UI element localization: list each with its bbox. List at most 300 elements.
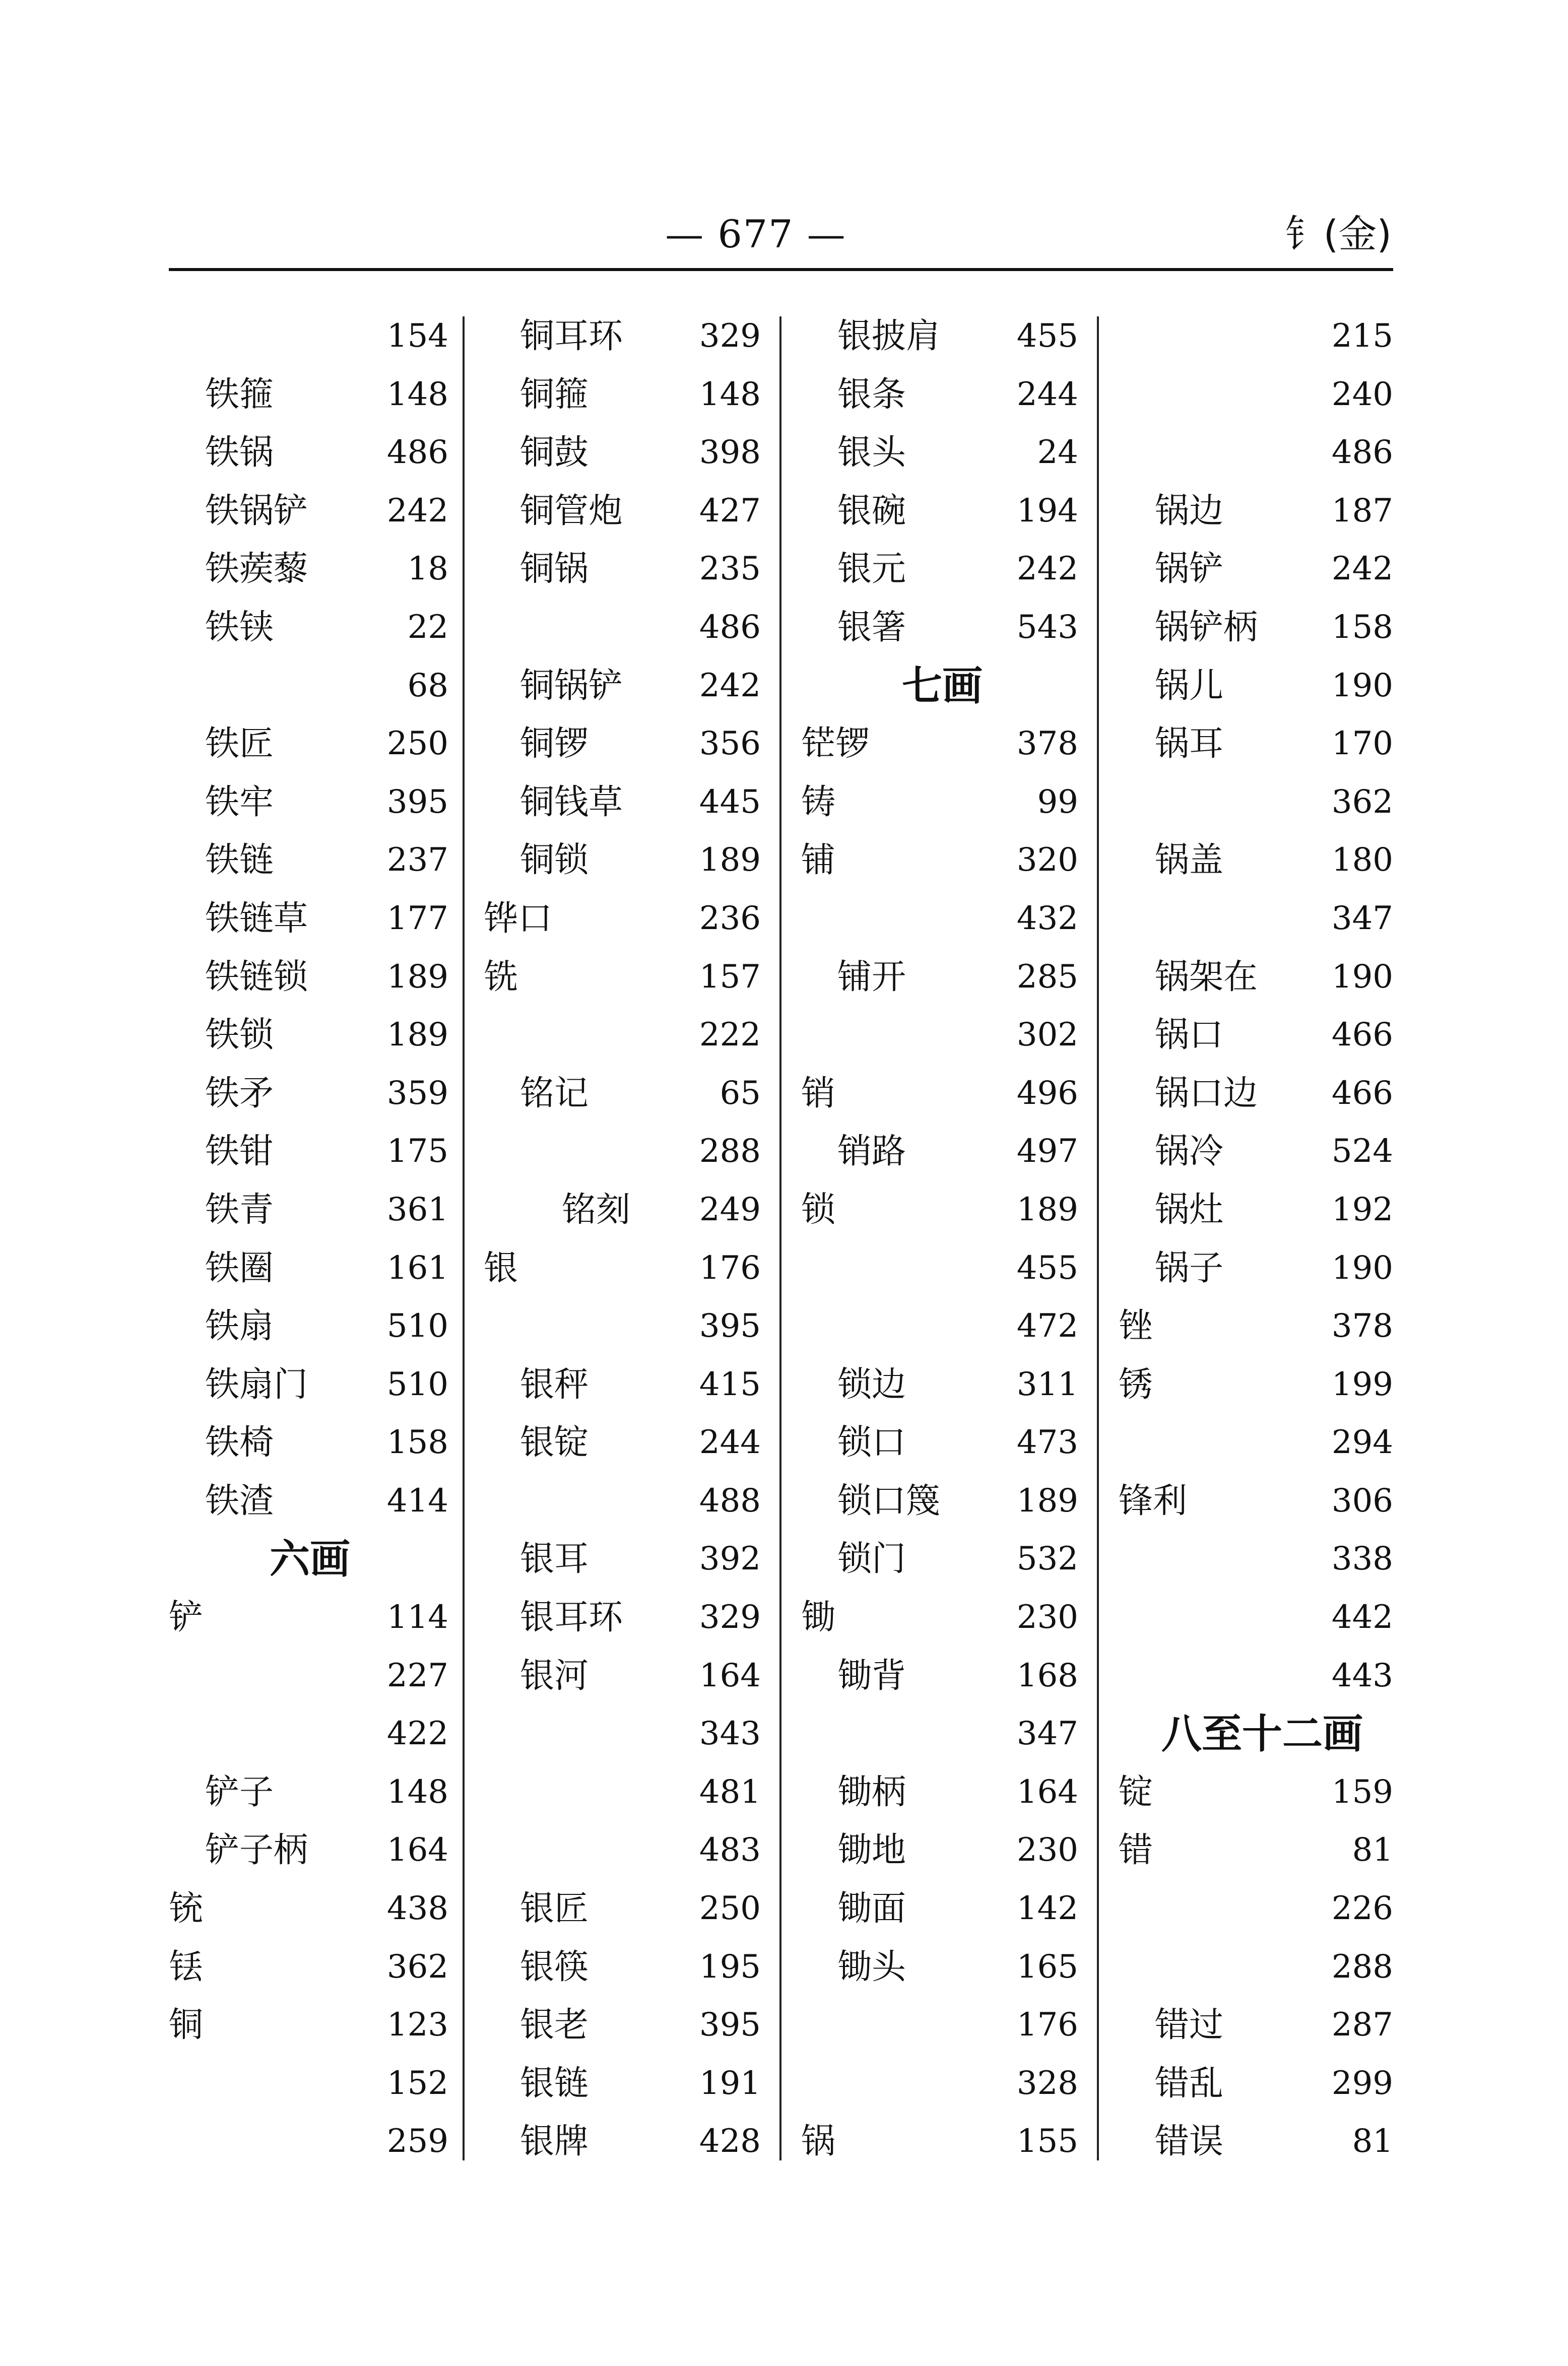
page-reference: 157 [699, 958, 761, 996]
index-row [484, 599, 761, 657]
page-reference: 190 [1331, 667, 1393, 704]
index-row [484, 1705, 761, 1763]
page-reference: 187 [1331, 492, 1393, 530]
index-row [1119, 424, 1393, 482]
index-row [1119, 1065, 1393, 1123]
index-row [1119, 2113, 1393, 2171]
index-term: 锅儿 [1155, 666, 1224, 706]
index-row [169, 657, 448, 715]
page-reference: 161 [386, 1249, 448, 1287]
page-reference: 230 [1016, 1599, 1078, 1636]
index-term: 错乱 [1155, 2063, 1224, 2104]
index-term: 铜钱草 [520, 782, 623, 822]
index-term: 银耳环 [520, 1598, 623, 1638]
page-reference: 414 [386, 1482, 448, 1520]
page-reference: 99 [1037, 783, 1078, 821]
index-row [169, 1821, 448, 1880]
col-rows [1119, 307, 1393, 2171]
index-term: 银匠 [520, 1889, 589, 1929]
page-reference: 488 [699, 1482, 761, 1520]
page-reference: 158 [386, 1424, 448, 1462]
index-term: 锅盖 [1155, 840, 1224, 881]
index-term: 锄柄 [837, 1772, 906, 1812]
index-term: 锅 [801, 2122, 836, 2162]
index-row [169, 1414, 448, 1472]
page-reference: 432 [1016, 899, 1078, 937]
index-term: 铜锣 [520, 724, 589, 764]
index-row [1119, 1763, 1393, 1822]
page-reference: 65 [720, 1074, 761, 1112]
index-term: 铓锣 [801, 724, 870, 764]
index-row [169, 1589, 448, 1647]
index-term: 锁 [801, 1190, 836, 1230]
section-heading-row [1119, 1705, 1393, 1763]
page-reference: 199 [1331, 1365, 1393, 1403]
index-term: 银披肩 [837, 316, 941, 356]
page-reference: 455 [1016, 317, 1078, 355]
col-rows [801, 307, 1078, 2171]
index-row [484, 424, 761, 482]
page-reference: 428 [699, 2123, 761, 2160]
page-reference: 338 [1331, 1540, 1393, 1578]
index-row [484, 1006, 761, 1065]
index-term: 锁口 [837, 1423, 906, 1463]
index-row [1119, 307, 1393, 366]
index-term: 锅架在 [1155, 957, 1258, 997]
index-row [1119, 1880, 1393, 1938]
page-reference: 362 [1331, 783, 1393, 821]
col-rows [169, 307, 448, 2171]
page-reference: 445 [699, 783, 761, 821]
index-row [169, 599, 448, 657]
page-reference: 240 [1331, 375, 1393, 413]
index-row [801, 1414, 1078, 1472]
page-reference: 190 [1331, 958, 1393, 996]
page-reference: 378 [1016, 725, 1078, 763]
index-row [801, 2113, 1078, 2171]
index-row [484, 1239, 761, 1298]
index-row [801, 1647, 1078, 1705]
index-term: 铺 [801, 840, 836, 881]
index-term: 铁圈 [205, 1248, 274, 1288]
index-term: 锅子 [1155, 1248, 1224, 1288]
column-divider [779, 316, 781, 2160]
index-row [1119, 540, 1393, 599]
index-row [169, 482, 448, 541]
page-reference: 287 [1331, 2006, 1393, 2044]
index-row [1119, 1123, 1393, 1181]
index-row [1119, 366, 1393, 424]
index-term: 锁边 [837, 1364, 906, 1405]
page-reference: 189 [1016, 1191, 1078, 1228]
index-row [1119, 2055, 1393, 2113]
page-reference: 237 [386, 841, 448, 879]
index-row [1119, 1414, 1393, 1472]
header-rule [169, 268, 1393, 271]
page-reference: 81 [1352, 2123, 1393, 2160]
index-row [484, 1589, 761, 1647]
index-term: 锈 [1119, 1364, 1153, 1405]
index-term: 铁箍 [205, 374, 274, 415]
index-row [484, 2055, 761, 2113]
page-reference: 486 [699, 608, 761, 646]
index-row [801, 1996, 1078, 2055]
index-term: 铜鼓 [520, 433, 589, 473]
index-row [484, 890, 761, 948]
index-row [801, 599, 1078, 657]
page-reference: 329 [699, 317, 761, 355]
index-term: 铁矛 [205, 1073, 274, 1113]
page-reference: 159 [1331, 1773, 1393, 1811]
index-row [169, 773, 448, 832]
index-term: 铲 [169, 1598, 204, 1638]
index-row [484, 1356, 761, 1414]
index-term: 铁牢 [205, 782, 274, 822]
index-row [801, 1880, 1078, 1938]
index-term: 错 [1119, 1830, 1153, 1871]
page-reference: 189 [386, 1016, 448, 1054]
index-row [169, 1356, 448, 1414]
index-term: 银条 [837, 374, 906, 415]
index-term: 铁锅铲 [205, 491, 308, 531]
index-term: 银元 [837, 549, 906, 589]
index-term: 铧口 [484, 898, 553, 939]
index-row [1119, 715, 1393, 773]
index-row [169, 1297, 448, 1356]
index-term: 锉 [1119, 1306, 1153, 1347]
page-reference: 191 [699, 2064, 761, 2102]
index-row [1119, 831, 1393, 890]
page-reference: 361 [386, 1191, 448, 1228]
col-rows [484, 307, 761, 2171]
index-term: 锅冷 [1155, 1132, 1224, 1172]
page-reference: 285 [1016, 958, 1078, 996]
page-reference: 497 [1016, 1133, 1078, 1170]
page-reference: 347 [1331, 899, 1393, 937]
page-reference: 320 [1016, 841, 1078, 879]
index-row [484, 2113, 761, 2171]
index-row [1119, 1297, 1393, 1356]
index-row [801, 424, 1078, 482]
page-reference: 148 [699, 375, 761, 413]
page-reference: 215 [1331, 317, 1393, 355]
index-term: 铁蒺藜 [205, 549, 308, 589]
index-row [169, 1181, 448, 1239]
index-term: 铁铗 [205, 607, 274, 647]
index-term: 错误 [1155, 2122, 1224, 2162]
index-term: 银老 [520, 2005, 589, 2046]
index-term: 铜锅 [520, 549, 589, 589]
page-reference: 510 [386, 1307, 448, 1345]
index-term: 银链 [520, 2063, 589, 2104]
index-row [169, 1065, 448, 1123]
index-term: 锁门 [837, 1539, 906, 1580]
page-reference: 242 [1016, 550, 1078, 588]
page-reference: 168 [1016, 1657, 1078, 1694]
index-term: 银头 [837, 433, 906, 473]
index-term: 锅铲柄 [1155, 607, 1258, 647]
page-reference: 236 [699, 899, 761, 937]
page-reference: 148 [386, 375, 448, 413]
page-reference: 194 [1016, 492, 1078, 530]
page-reference: 250 [386, 725, 448, 763]
page-reference: 427 [699, 492, 761, 530]
index-term: 销路 [837, 1132, 906, 1172]
page-reference: 438 [386, 1890, 448, 1928]
page-reference: 222 [699, 1016, 761, 1054]
index-row [801, 1123, 1078, 1181]
index-row [1119, 948, 1393, 1007]
index-term: 锅铲 [1155, 549, 1224, 589]
index-row [169, 307, 448, 366]
page-reference: 22 [407, 608, 448, 646]
page-reference: 398 [699, 434, 761, 472]
index-row [169, 1938, 448, 1997]
index-row [484, 1938, 761, 1997]
index-row [484, 540, 761, 599]
page-reference: 395 [386, 783, 448, 821]
index-term: 铜 [169, 2005, 204, 2046]
index-row [801, 1705, 1078, 1763]
index-row [484, 1297, 761, 1356]
page-reference: 486 [386, 434, 448, 472]
index-row [1119, 1472, 1393, 1531]
page-reference: 311 [1016, 1365, 1078, 1403]
page-reference: 170 [1331, 725, 1393, 763]
index-term: 锅边 [1155, 491, 1224, 531]
page-reference: 242 [699, 667, 761, 704]
page-reference: 164 [1016, 1773, 1078, 1811]
index-row [801, 482, 1078, 541]
index-term: 铲子柄 [205, 1830, 308, 1871]
page-reference: 259 [386, 2123, 448, 2160]
column-divider [1097, 316, 1099, 2160]
index-term: 铜耳环 [520, 316, 623, 356]
section-heading-row [801, 657, 1078, 715]
index-row [169, 1472, 448, 1531]
index-term: 铺开 [837, 957, 906, 997]
index-row [484, 657, 761, 715]
page-reference: 176 [1016, 2006, 1078, 2044]
index-row [169, 1763, 448, 1822]
index-term: 银秤 [520, 1364, 589, 1405]
page-reference: 288 [699, 1133, 761, 1170]
page-reference: 242 [1331, 550, 1393, 588]
index-term: 银牌 [520, 2122, 589, 2162]
page-reference: 226 [1331, 1890, 1393, 1928]
page-reference: 249 [699, 1191, 761, 1228]
index-row [484, 1065, 761, 1123]
index-row [801, 773, 1078, 832]
page-reference: 294 [1331, 1424, 1393, 1462]
section-heading: 七画 [902, 662, 983, 709]
index-row [1119, 890, 1393, 948]
page-reference: 443 [1331, 1657, 1393, 1694]
page-reference: 114 [386, 1599, 448, 1636]
index-row [169, 424, 448, 482]
page-reference: 189 [1016, 1482, 1078, 1520]
page-reference: 496 [1016, 1074, 1078, 1112]
page-reference: 230 [1016, 1831, 1078, 1869]
index-row [484, 773, 761, 832]
index-row [801, 1065, 1078, 1123]
page-reference: 395 [699, 1307, 761, 1345]
index-row [1119, 773, 1393, 832]
index-row [1119, 482, 1393, 541]
index-term: 银耳 [520, 1539, 589, 1580]
index-row [1119, 1530, 1393, 1589]
index-term: 销 [801, 1073, 836, 1113]
index-term: 铜锅铲 [520, 666, 623, 706]
index-term: 铁链草 [205, 898, 308, 939]
index-column-2 [484, 307, 761, 2172]
page-reference: 177 [386, 899, 448, 937]
index-row [484, 1647, 761, 1705]
page-reference: 235 [699, 550, 761, 588]
page-reference: 152 [386, 2064, 448, 2102]
index-term: 锅耳 [1155, 724, 1224, 764]
index-column-3 [801, 307, 1078, 2172]
index-term: 银筷 [520, 1947, 589, 1987]
index-row [1119, 1996, 1393, 2055]
index-row [1119, 657, 1393, 715]
index-term: 铳 [169, 1889, 204, 1929]
index-term: 铁链锁 [205, 957, 308, 997]
index-term: 银 [484, 1248, 518, 1288]
page-reference: 481 [699, 1773, 761, 1811]
page-reference: 395 [699, 2006, 761, 2044]
index-row [484, 1821, 761, 1880]
index-term: 铭刻 [562, 1190, 631, 1230]
index-row [169, 1239, 448, 1298]
index-row [801, 366, 1078, 424]
index-row [484, 1181, 761, 1239]
index-term: 锅口边 [1155, 1073, 1258, 1113]
index-row [801, 1472, 1078, 1531]
page-reference: 142 [1016, 1890, 1078, 1928]
page-reference: 68 [407, 667, 448, 704]
index-row [1119, 599, 1393, 657]
page-reference: 176 [699, 1249, 761, 1287]
page-reference: 164 [386, 1831, 448, 1869]
page-reference: 359 [386, 1074, 448, 1112]
index-row [1119, 1006, 1393, 1065]
page-reference: 347 [1016, 1715, 1078, 1753]
page-reference: 356 [699, 725, 761, 763]
index-row [801, 1821, 1078, 1880]
index-term: 锁口篾 [837, 1481, 941, 1521]
index-row [801, 1938, 1078, 1997]
index-term: 铁扇 [205, 1306, 274, 1347]
index-row [169, 1647, 448, 1705]
index-term: 银碗 [837, 491, 906, 531]
index-row [801, 1006, 1078, 1065]
index-row [484, 1996, 761, 2055]
index-row [801, 1356, 1078, 1414]
index-row [801, 1181, 1078, 1239]
page-reference: 328 [1016, 2064, 1078, 2102]
page-reference: 250 [699, 1890, 761, 1928]
page-reference: 486 [1331, 434, 1393, 472]
index-term: 错过 [1155, 2005, 1224, 2046]
index-row [169, 1123, 448, 1181]
index-term: 锭 [1119, 1772, 1153, 1812]
index-term: 铁扇门 [205, 1364, 308, 1405]
page-reference: 329 [699, 1599, 761, 1636]
index-row [1119, 1239, 1393, 1298]
index-row [484, 1530, 761, 1589]
page-reference: 123 [386, 2006, 448, 2044]
index-row [484, 366, 761, 424]
page-reference: 455 [1016, 1249, 1078, 1287]
page-number: — 677 — [665, 212, 846, 256]
page-reference: 227 [386, 1657, 448, 1694]
index-row [1119, 1181, 1393, 1239]
index-term: 铭记 [520, 1073, 589, 1113]
column-divider [463, 316, 465, 2160]
page-reference: 244 [699, 1424, 761, 1462]
page-reference: 466 [1331, 1016, 1393, 1054]
index-row [484, 1472, 761, 1531]
page-reference: 189 [386, 958, 448, 996]
index-term: 铁钳 [205, 1132, 274, 1172]
page-reference: 158 [1331, 608, 1393, 646]
index-term: 锅灶 [1155, 1190, 1224, 1230]
index-row [801, 1589, 1078, 1647]
page-reference: 343 [699, 1715, 761, 1753]
index-row [801, 715, 1078, 773]
index-term: 锄背 [837, 1656, 906, 1696]
page-reference: 189 [699, 841, 761, 879]
index-term: 锅口 [1155, 1015, 1224, 1056]
index-term: 锄 [801, 1598, 836, 1638]
index-term: 铁锁 [205, 1015, 274, 1056]
index-term: 铁锅 [205, 433, 274, 473]
index-term: 锄地 [837, 1830, 906, 1871]
page-reference: 422 [386, 1715, 448, 1753]
index-row [169, 366, 448, 424]
index-term: 铜管炮 [520, 491, 623, 531]
page-reference: 164 [699, 1657, 761, 1694]
index-row [484, 715, 761, 773]
index-term: 银河 [520, 1656, 589, 1696]
index-row [169, 540, 448, 599]
index-row [169, 715, 448, 773]
page-reference: 242 [386, 492, 448, 530]
index-term: 铁椅 [205, 1423, 274, 1463]
index-row [484, 831, 761, 890]
page-reference: 392 [699, 1540, 761, 1578]
page-reference: 473 [1016, 1424, 1078, 1462]
index-term: 铸 [801, 782, 836, 822]
page-reference: 18 [407, 550, 448, 588]
index-row [169, 2113, 448, 2171]
page-reference: 299 [1331, 2064, 1393, 2102]
index-row [169, 1705, 448, 1763]
index-row [169, 831, 448, 890]
index-row [484, 1763, 761, 1822]
index-term: 铁青 [205, 1190, 274, 1230]
index-row [801, 948, 1078, 1007]
page-reference: 510 [386, 1365, 448, 1403]
index-row [169, 1880, 448, 1938]
index-row [169, 948, 448, 1007]
index-row [484, 948, 761, 1007]
index-row [169, 2055, 448, 2113]
index-term: 锄面 [837, 1889, 906, 1929]
index-row [801, 1763, 1078, 1822]
index-row [801, 890, 1078, 948]
